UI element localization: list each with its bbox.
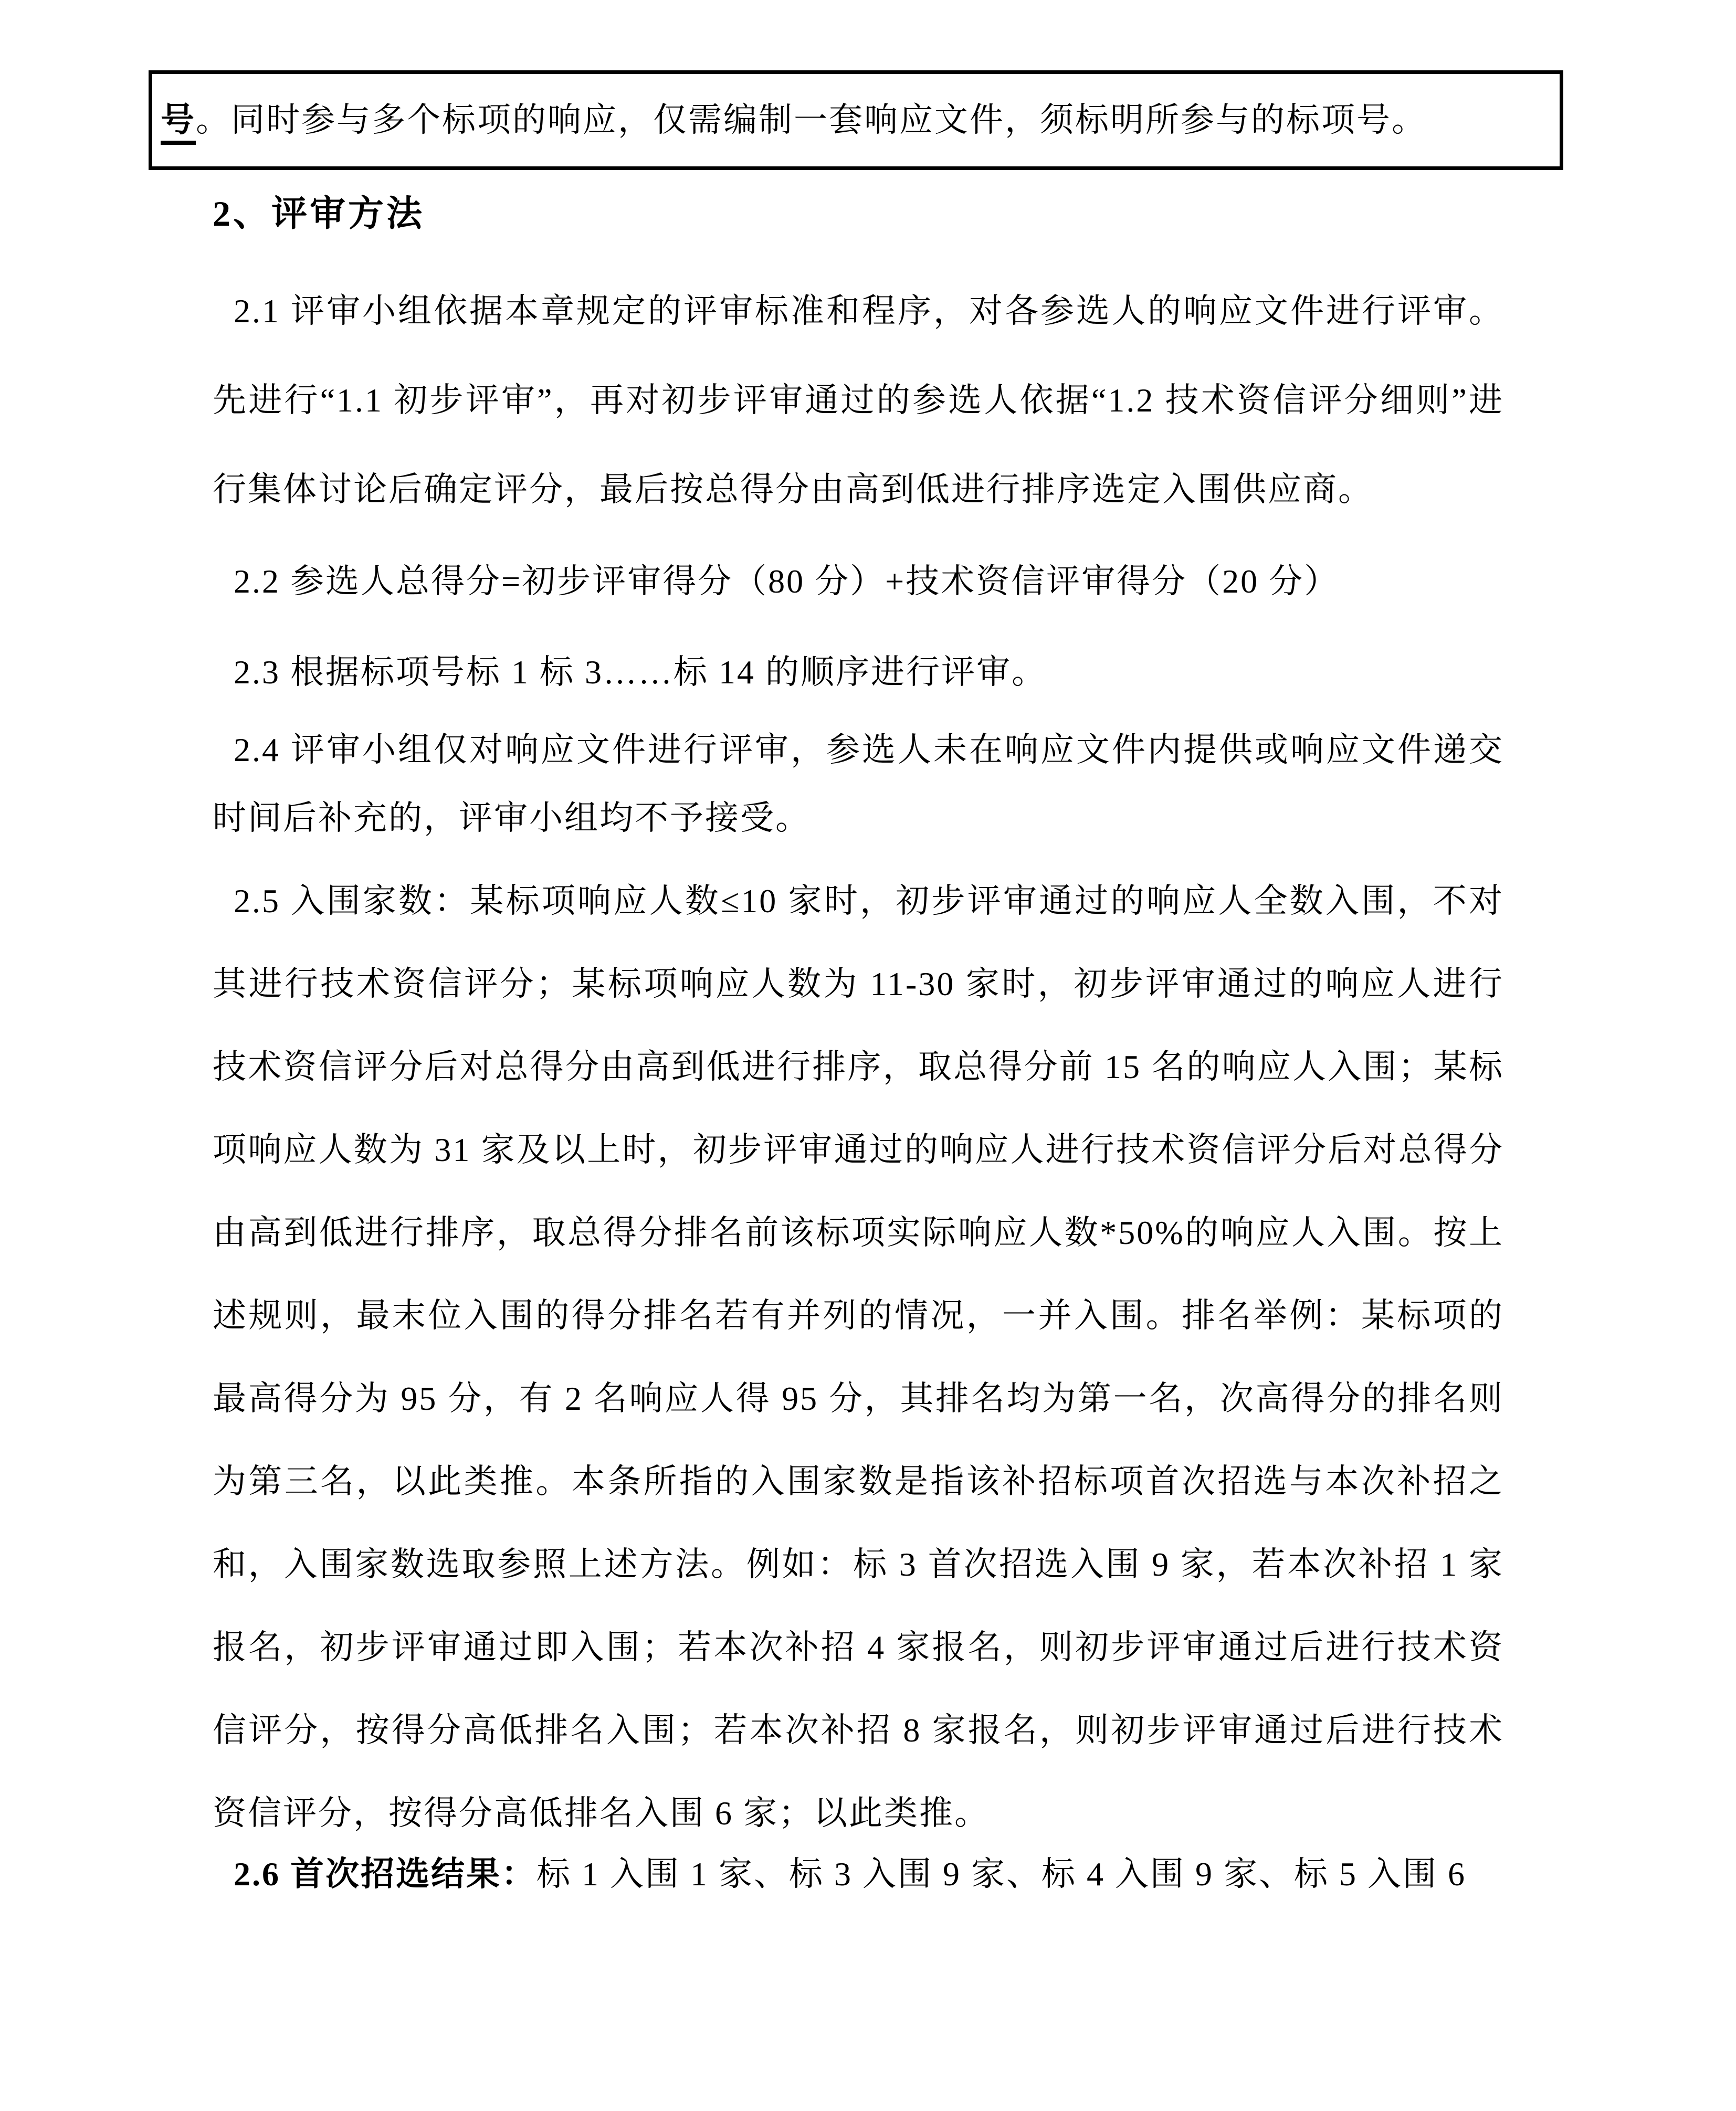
paragraph-2-4: 2.4 评审小组仅对响应文件进行评审，参选人未在响应文件内提供或响应文件递交时间后补充的，评审小组均不予接受。	[213, 731, 1504, 837]
notice-emphasized-term: 号	[161, 101, 196, 145]
paragraph-2-3: 2.3 根据标项号标 1 标 3……标 14 的顺序进行评审。	[234, 653, 1047, 691]
notice-text	[161, 103, 1427, 137]
paragraph-2-1: 2.1 评审小组依据本章规定的评审标准和程序，对各参选人的响应文件进行评审。先进行“1.1 初步评审”，再对初步评审通过的参选人依据“1.2 技术资信评分细则”进行集体讨论后确定评分，最后按总得分由高到低进行排序选定入围供应商。	[213, 292, 1504, 508]
paragraph-2-5: 2.5 入围家数：某标项响应人数≤10 家时，初步评审通过的响应人全数入围，不对其进行技术资信评分；某标项响应人数为 11-30 家时，初步评审通过的响应人进行技术资信评分后对总得分由高到低进行排序，取总得分前 15 名的响应人入围；某标项响应人数为 31 家及以上时，初步评审通过的响应人进行技术资信评分后对总得分由高到低进行排序，取总得分排名前该标项实际响应人数*50%的响应人入围。按上述规则，最末位入围的得分排名若有并列的情况，一并入围。排名举例：某标项的最高得分为 95 分，有 2 名响应人得 95 分，其排名均为第一名，次高得分的排名则为第三名，以此类推。本条所指的入围家数是指该补招标项首次招选与本次补招之和，入围家数选取参照上述方法。例如：标 3 首次招选入围 9 家，若本次补招 1 家报名，初步评审通过即入围；若本次补招 4 家报名，则初步评审通过后进行技术资信评分，按得分高低排名入围；若本次补招 8 家报名，则初步评审通过后进行技术资信评分，按得分高低排名入围 6 家；以此类推。	[213, 882, 1504, 1832]
section-heading: 2、评审方法	[213, 194, 425, 234]
notice-body-text: 。同时参与多个标项的响应，仅需编制一套响应文件，须标明所参与的标项号。	[196, 101, 1427, 139]
paragraph-2-6-text: 标 1 入围 1 家、标 3 入围 9 家、标 4 入围 9 家、标 5 入围 6	[536, 1855, 1466, 1893]
paragraph-2-2: 2.2 参选人总得分=初步评审得分（80 分）+技术资信评审得分（20 分）	[234, 563, 1340, 600]
paragraph-2-6	[213, 1833, 1504, 1916]
paragraph-2-6-label: 2.6 首次招选结果：	[234, 1855, 536, 1893]
notice-box	[149, 70, 1563, 170]
